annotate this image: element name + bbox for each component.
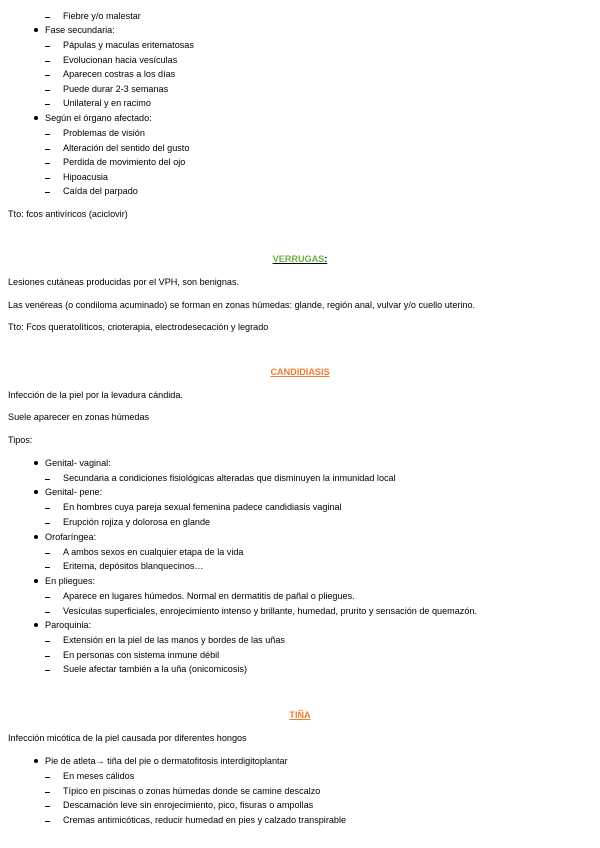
heading-colon: : [324,254,328,264]
paragraph: Tipos: [8,435,33,445]
dash-marker [45,46,50,47]
paragraph: Lesiones cutáneas producidas por el VPH, son benignas. [8,277,240,287]
list-item: Aparece en lugares húmedos. Normal en dermatitis de pañal o pliegues. [63,591,355,601]
dash-marker [45,104,50,105]
section-heading-tina: TIÑA [289,710,311,720]
bullet-marker [34,461,38,465]
dash-marker [45,508,50,509]
list-item: A ambos sexos en cualquier etapa de la vida [63,547,244,557]
bullet-marker [34,579,38,583]
list-item: Extensión en la piel de las manos y bordes de las uñas [63,635,285,645]
list-item: Orofaríngea: [45,532,97,542]
list-item: Fase secundaria: [45,25,115,35]
section-heading-verrugas [0,254,600,265]
paragraph: Infección de la piel por la levadura cándida. [8,390,183,400]
dash-marker [45,553,50,554]
bullet-marker [34,535,38,539]
bullet-marker [34,490,38,494]
dash-marker [45,641,50,642]
dash-marker [45,806,50,807]
dash-marker [45,670,50,671]
heading-text: VERRUGAS [272,254,325,264]
list-item: Paroquinia: [45,620,92,630]
dash-marker [45,192,50,193]
list-item: Fiebre y/o malestar [63,11,141,21]
dash-marker [45,163,50,164]
list-item: Pápulas y maculas eritematosas [63,40,194,50]
list-item: En personas con sistema inmune débil [63,650,220,660]
list-item: Unilateral y en racimo [63,98,151,108]
dash-marker [45,567,50,568]
list-item: Eritema, depósitos blanquecinos… [63,561,204,571]
list-item: Evolucionan hacia vesículas [63,55,178,65]
paragraph: Infección micótica de la piel causada por diferentes hongos [8,733,247,743]
list-item: Pie de atleta→ tiña del pie o dermatofitosis interdigitoplantar [45,756,288,766]
list-item: Genital- vaginal: [45,458,111,468]
list-item: Suele afectar también a la uña (onicomicosis) [63,664,247,674]
dash-marker [45,149,50,150]
list-item: Hipoacusia [63,172,108,182]
treatment-paragraph: Tto: fcos antivíricos (aciclovir) [8,209,128,219]
bullet-marker [34,759,38,763]
dash-marker [45,612,50,613]
dash-marker [45,75,50,76]
dash-marker [45,479,50,480]
paragraph: Suele aparecer en zonas húmedas [8,412,150,422]
list-item: Secundaria a condiciones fisiológicas alteradas que disminuyen la inmunidad local [63,473,396,483]
dash-marker [45,597,50,598]
list-item: Erupción rojiza y dolorosa en glande [63,517,211,527]
list-item: Aparecen costras a los días [63,69,176,79]
list-item: Perdida de movimiento del ojo [63,157,186,167]
dash-marker [45,90,50,91]
list-item: Alteración del sentido del gusto [63,143,190,153]
dash-marker [45,17,50,18]
list-item: Problemas de visión [63,128,145,138]
bullet-marker [34,623,38,627]
bullet-marker [34,28,38,32]
list-item: Típico en piscinas o zonas húmedas donde se camine descalzo [63,786,321,796]
dash-marker [45,777,50,778]
dash-marker [45,178,50,179]
section-heading-candidiasis: CANDIDIASIS [270,367,330,377]
paragraph: Las venéreas (o condiloma acuminado) se forman en zonas húmedas: glande, región anal, vulvar y/o cuello uterino. [8,300,476,310]
list-item: Puede durar 2-3 semanas [63,84,169,94]
dash-marker [45,656,50,657]
dash-marker [45,134,50,135]
list-item: Cremas antimicóticas, reducir humedad en pies y calzado transpirable [63,815,347,825]
list-item: Descamación leve sin enrojecimiento, pico, fisuras o ampollas [63,800,314,810]
dash-marker [45,821,50,822]
list-item: En pliegues: [45,576,96,586]
list-item: En hombres cuya pareja sexual femenina padece candidiasis vaginal [63,502,342,512]
list-item: En meses cálidos [63,771,135,781]
dash-marker [45,792,50,793]
list-item: Caída del parpado [63,186,138,196]
list-item: Vesículas superficiales, enrojecimiento intenso y brillante, humedad, prurito y sensación de quemazón. [63,606,477,616]
list-item: Genital- pene: [45,487,103,497]
paragraph: Tto: Fcos queratolíticos, crioterapia, electrodesecación y legrado [8,322,269,332]
dash-marker [45,523,50,524]
bullet-marker [34,116,38,120]
dash-marker [45,61,50,62]
list-item: Según el órgano afectado: [45,113,152,123]
